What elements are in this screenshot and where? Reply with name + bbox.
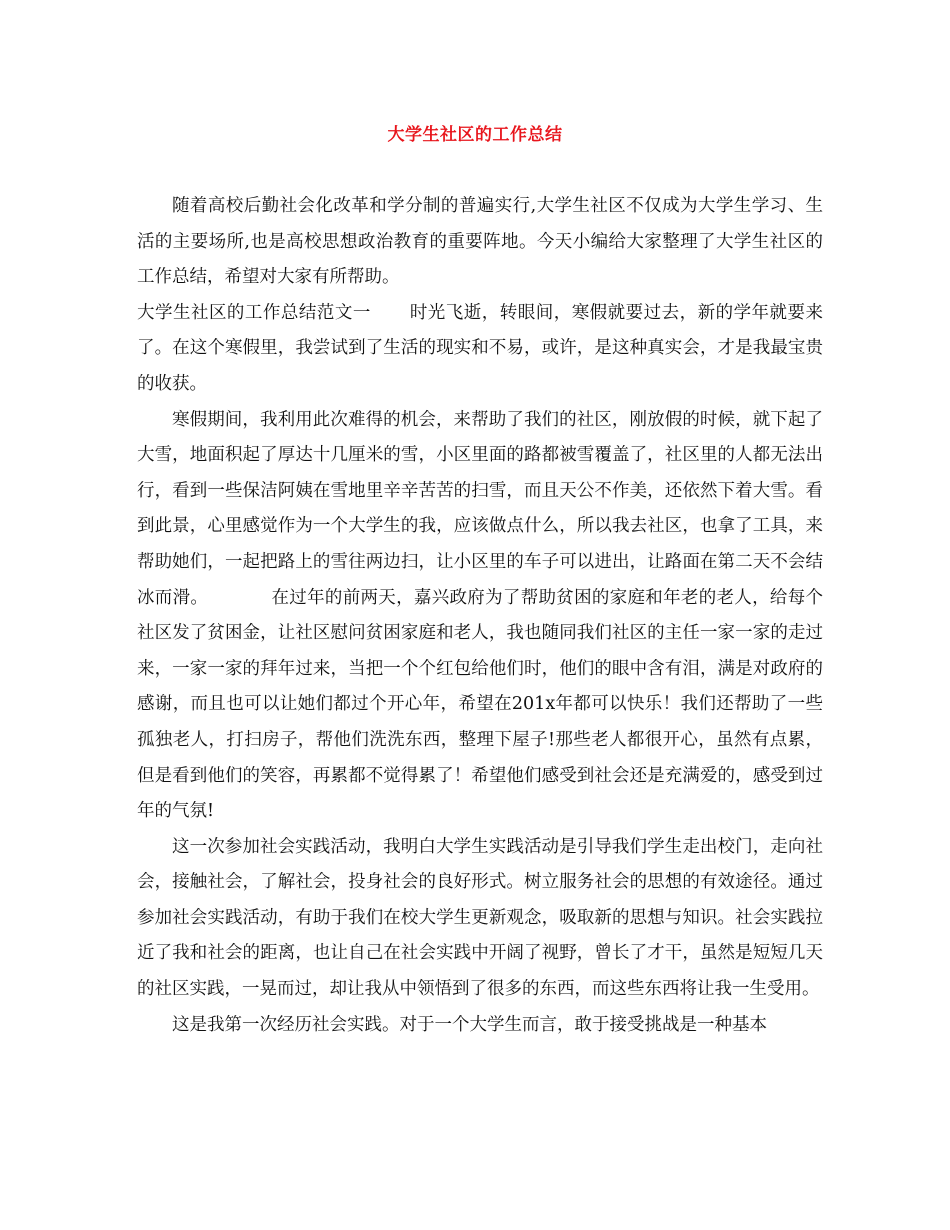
winter-paragraph [137, 403, 823, 830]
first-experience-paragraph: 这是我第一次经历社会实践。对于一个大学生而言，敢于接受挑战是一种基本 [172, 1014, 767, 1035]
intro-paragraph: 随着高校后勤社会化改革和学分制的普遍实行,大学生社区不仅成为大学生学习、生活的主要场所,也是高校思想政治教育的重要阵地。今天小编给大家整理了大学生社区的工作总结，希望对大家有所帮助。 [137, 196, 823, 288]
sample-opening-text: 时光飞逝，转眼间，寒假就要过去，新的学年就要来了。在这个寒假里，我尝试到了生活的现实和不易，或许，是这种真实会，才是我最宝贵的收获。 [137, 302, 824, 394]
sample-heading: 大学生社区的工作总结范文一 [137, 302, 371, 323]
winter-newyear-text: 在过年的前两天，嘉兴政府为了帮助贫困的家庭和年老的老人，给每个社区发了贫困金，让社区慰问贫困家庭和老人，我也随同我们社区的主任一家一家的走过来，一家一家的拜年过来，当把一个个红包给他们时，他们的眼中含有泪，满是对政府的感谢，而且也可以让她们都过个开心年，希望在201x年都可以快乐！我们还帮助了一些孤独老人，打扫房子，帮他们洗洗东西，整理下屋子!那些老人都很开心，虽然有点累，但是看到他们的笑容，再累都不觉得累了！希望他们感受到社会还是充满爱的，感受到过年的气氛! [137, 587, 824, 822]
sample-paragraph [137, 296, 823, 403]
document-title: 大学生社区的工作总结 [387, 125, 563, 145]
document-body [137, 189, 823, 1043]
winter-snow-text: 寒假期间，我利用此次难得的机会，来帮助了我们的社区，刚放假的时候，就下起了大雪，地面积起了厚达十几厘米的雪，小区里面的路都被雪覆盖了，社区里的人都无法出行，看到一些保洁阿姨在雪地里辛辛苦苦的扫雪，而且天公不作美，还依然下着大雪。看到此景，心里感觉作为一个大学生的我，应该做点什么，所以我去社区，也拿了工具，来帮助她们，一起把路上的雪往两边扫，让小区里的车子可以进出，让路面在第二天不会结冰而滑。 [137, 409, 823, 608]
practice-paragraph: 这一次参加社会实践活动，我明白大学生实践活动是引导我们学生走出校门，走向社会，接触社会，了解社会，投身社会的良好形式。树立服务社会的思想的有效途径。通过参加社会实践活动，有助于我们在校大学生更新观念，吸取新的思想与知识。社会实践拉近了我和社会的距离，也让自己在社会实践中开阔了视野，曾长了才干，虽然是短短几天的社区实践，一晃而过，却让我从中领悟到了很多的东西，而这些东西将让我一生受用。 [137, 836, 823, 1000]
